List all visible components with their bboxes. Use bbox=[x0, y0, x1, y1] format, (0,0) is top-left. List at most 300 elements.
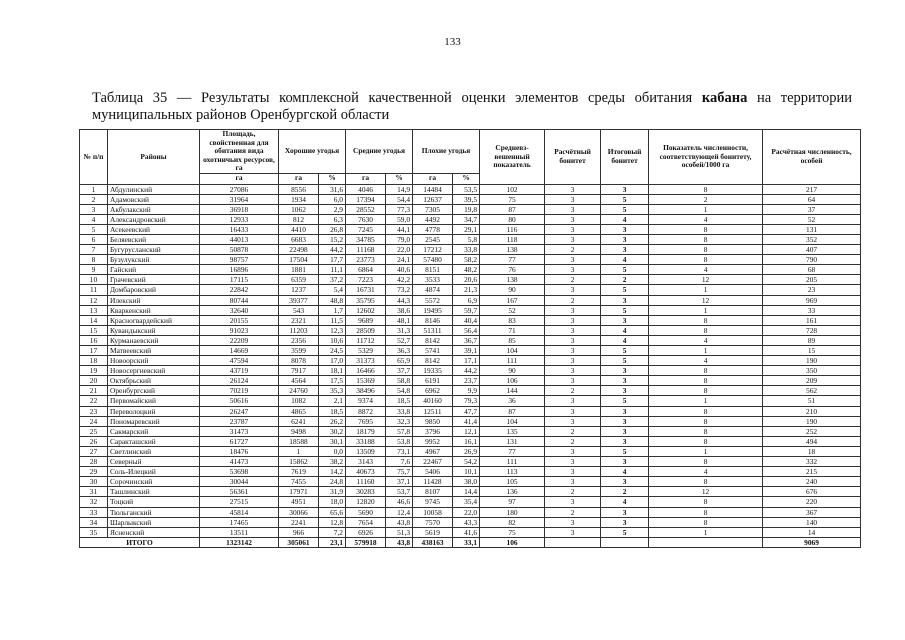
cell-medium-pct: 52,7 bbox=[386, 335, 413, 345]
table-row bbox=[80, 436, 861, 446]
cell-medium-ha: 34785 bbox=[346, 234, 386, 244]
cell-good-ha: 4564 bbox=[279, 376, 319, 386]
cell-district: Асекеевский bbox=[108, 224, 200, 234]
cell-good-pct: 1,7 bbox=[319, 305, 346, 315]
cell-density: 4 bbox=[649, 467, 763, 477]
cell-weighted: 104 bbox=[480, 416, 545, 426]
cell-calc-bonitet: 3 bbox=[545, 234, 601, 244]
cell-good-pct: 6,0 bbox=[319, 194, 346, 204]
habitat-table bbox=[79, 129, 861, 548]
cell-medium-ha: 5329 bbox=[346, 346, 386, 356]
cell-final-bonitet: 5 bbox=[601, 204, 649, 214]
cell-good-ha: 18588 bbox=[279, 436, 319, 446]
table-row bbox=[80, 446, 861, 456]
cell-good-pct: 18,0 bbox=[319, 497, 346, 507]
cell-district: Бугурусланский bbox=[108, 245, 200, 255]
cell-density: 8 bbox=[649, 426, 763, 436]
total-density bbox=[649, 537, 763, 547]
cell-good-ha: 1881 bbox=[279, 265, 319, 275]
cell-area: 18476 bbox=[200, 446, 279, 456]
header-medium: Средние угодья bbox=[346, 130, 413, 174]
cell-good-pct: 15,2 bbox=[319, 234, 346, 244]
cell-poor-pct: 19,8 bbox=[453, 204, 480, 214]
cell-medium-pct: 22,0 bbox=[386, 245, 413, 255]
cell-poor-pct: 14,4 bbox=[453, 487, 480, 497]
cell-calc-bonitet: 3 bbox=[545, 214, 601, 224]
cell-district: Новосергиевский bbox=[108, 366, 200, 376]
table-row bbox=[80, 275, 861, 285]
cell-area: 27086 bbox=[200, 184, 279, 194]
cell-good-pct: 12,3 bbox=[319, 325, 346, 335]
cell-poor-ha: 7305 bbox=[413, 204, 453, 214]
table-row bbox=[80, 346, 861, 356]
cell-district: Кваркенский bbox=[108, 305, 200, 315]
cell-density: 8 bbox=[649, 366, 763, 376]
cell-good-ha: 4410 bbox=[279, 224, 319, 234]
cell-medium-pct: 54,8 bbox=[386, 386, 413, 396]
cell-final-bonitet: 3 bbox=[601, 517, 649, 527]
cell-calc-population: 68 bbox=[763, 265, 861, 275]
cell-num: 16 bbox=[80, 335, 108, 345]
cell-area: 26247 bbox=[200, 406, 279, 416]
table-row bbox=[80, 214, 861, 224]
cell-area: 16896 bbox=[200, 265, 279, 275]
cell-good-pct: 14,2 bbox=[319, 467, 346, 477]
cell-good-ha: 8078 bbox=[279, 356, 319, 366]
cell-density: 8 bbox=[649, 457, 763, 467]
cell-good-ha: 22498 bbox=[279, 245, 319, 255]
cell-good-pct: 48,8 bbox=[319, 295, 346, 305]
cell-poor-pct: 54,2 bbox=[453, 457, 480, 467]
cell-district: Александровский bbox=[108, 214, 200, 224]
cell-good-pct: 65,6 bbox=[319, 507, 346, 517]
cell-medium-ha: 9689 bbox=[346, 315, 386, 325]
total-poor-pct: 33,1 bbox=[453, 537, 480, 547]
cell-weighted: 52 bbox=[480, 305, 545, 315]
table-row bbox=[80, 255, 861, 265]
cell-poor-ha: 8146 bbox=[413, 315, 453, 325]
cell-density: 1 bbox=[649, 204, 763, 214]
cell-calc-bonitet: 3 bbox=[545, 224, 601, 234]
cell-area: 20155 bbox=[200, 315, 279, 325]
cell-poor-ha: 8107 bbox=[413, 487, 453, 497]
cell-final-bonitet: 4 bbox=[601, 335, 649, 345]
cell-num: 34 bbox=[80, 517, 108, 527]
cell-final-bonitet: 3 bbox=[601, 477, 649, 487]
cell-area: 27515 bbox=[200, 497, 279, 507]
cell-poor-pct: 39,1 bbox=[453, 346, 480, 356]
cell-area: 32640 bbox=[200, 305, 279, 315]
cell-poor-ha: 4967 bbox=[413, 446, 453, 456]
cell-poor-ha: 9850 bbox=[413, 416, 453, 426]
cell-calc-bonitet: 3 bbox=[545, 356, 601, 366]
cell-poor-pct: 36,7 bbox=[453, 335, 480, 345]
cell-district: Илекский bbox=[108, 295, 200, 305]
cell-district: Саракташский bbox=[108, 436, 200, 446]
table-row bbox=[80, 204, 861, 214]
cell-final-bonitet: 3 bbox=[601, 234, 649, 244]
cell-good-pct: 26,8 bbox=[319, 224, 346, 234]
cell-density: 8 bbox=[649, 507, 763, 517]
cell-num: 24 bbox=[80, 416, 108, 426]
cell-weighted: 75 bbox=[480, 194, 545, 204]
cell-poor-pct: 33,8 bbox=[453, 245, 480, 255]
table-row bbox=[80, 315, 861, 325]
cell-poor-ha: 5619 bbox=[413, 527, 453, 537]
cell-calc-population: 220 bbox=[763, 497, 861, 507]
table-row bbox=[80, 497, 861, 507]
cell-poor-pct: 26,9 bbox=[453, 446, 480, 456]
cell-density: 8 bbox=[649, 245, 763, 255]
table-caption bbox=[92, 90, 852, 124]
cell-calc-bonitet: 2 bbox=[545, 386, 601, 396]
cell-medium-ha: 40673 bbox=[346, 467, 386, 477]
cell-final-bonitet: 5 bbox=[601, 346, 649, 356]
table-row bbox=[80, 406, 861, 416]
cell-poor-ha: 57480 bbox=[413, 255, 453, 265]
cell-final-bonitet: 5 bbox=[601, 396, 649, 406]
header-area: Площадь, свойственная для обитания вида охотничьих ресурсов, га bbox=[200, 130, 279, 174]
cell-district: Матвеевский bbox=[108, 346, 200, 356]
cell-good-ha: 15862 bbox=[279, 457, 319, 467]
cell-num: 10 bbox=[80, 275, 108, 285]
cell-final-bonitet: 3 bbox=[601, 426, 649, 436]
cell-density: 1 bbox=[649, 285, 763, 295]
cell-medium-pct: 77,3 bbox=[386, 204, 413, 214]
cell-weighted: 85 bbox=[480, 335, 545, 345]
cell-calc-bonitet: 2 bbox=[545, 295, 601, 305]
cell-calc-bonitet: 3 bbox=[545, 396, 601, 406]
table-row bbox=[80, 335, 861, 345]
header-poor: Плохие угодья bbox=[413, 130, 480, 174]
header-final-bonitet: Итоговый бонитет bbox=[601, 130, 649, 185]
cell-district: Абдулинский bbox=[108, 184, 200, 194]
cell-calc-population: 190 bbox=[763, 416, 861, 426]
cell-weighted: 97 bbox=[480, 497, 545, 507]
cell-final-bonitet: 5 bbox=[601, 285, 649, 295]
cell-medium-ha: 28509 bbox=[346, 325, 386, 335]
cell-medium-ha: 7654 bbox=[346, 517, 386, 527]
cell-poor-pct: 10,1 bbox=[453, 467, 480, 477]
cell-final-bonitet: 4 bbox=[601, 255, 649, 265]
cell-density: 1 bbox=[649, 305, 763, 315]
cell-weighted: 105 bbox=[480, 477, 545, 487]
cell-district: Сакмарский bbox=[108, 426, 200, 436]
cell-final-bonitet: 5 bbox=[601, 356, 649, 366]
cell-medium-pct: 31,3 bbox=[386, 325, 413, 335]
cell-calc-bonitet: 3 bbox=[545, 184, 601, 194]
cell-calc-bonitet: 3 bbox=[545, 497, 601, 507]
cell-district: Ясненский bbox=[108, 527, 200, 537]
cell-num: 35 bbox=[80, 527, 108, 537]
cell-district: Гайский bbox=[108, 265, 200, 275]
cell-medium-ha: 15369 bbox=[346, 376, 386, 386]
cell-poor-pct: 41,4 bbox=[453, 416, 480, 426]
cell-final-bonitet: 3 bbox=[601, 386, 649, 396]
cell-density: 8 bbox=[649, 477, 763, 487]
cell-good-pct: 5,4 bbox=[319, 285, 346, 295]
cell-district: Домбаровский bbox=[108, 285, 200, 295]
cell-poor-pct: 16,1 bbox=[453, 436, 480, 446]
cell-good-pct: 10,6 bbox=[319, 335, 346, 345]
cell-density: 8 bbox=[649, 416, 763, 426]
page-number: 133 bbox=[444, 36, 461, 48]
cell-medium-pct: 18,5 bbox=[386, 396, 413, 406]
cell-num: 29 bbox=[80, 467, 108, 477]
cell-weighted: 90 bbox=[480, 366, 545, 376]
cell-calc-population: 790 bbox=[763, 255, 861, 265]
cell-poor-pct: 17,1 bbox=[453, 356, 480, 366]
cell-medium-ha: 16466 bbox=[346, 366, 386, 376]
cell-medium-pct: 12,4 bbox=[386, 507, 413, 517]
caption-suffix: на территории муниципальных районов Оренбургской области bbox=[92, 90, 852, 123]
cell-poor-pct: 20,6 bbox=[453, 275, 480, 285]
cell-district: Курманаевский bbox=[108, 335, 200, 345]
total-area: 1323142 bbox=[200, 537, 279, 547]
cell-area: 91023 bbox=[200, 325, 279, 335]
cell-district: Тоцкий bbox=[108, 497, 200, 507]
cell-district: Северный bbox=[108, 457, 200, 467]
cell-area: 17465 bbox=[200, 517, 279, 527]
cell-final-bonitet: 3 bbox=[601, 376, 649, 386]
subheader-area-ha: га bbox=[200, 173, 279, 184]
cell-calc-population: 562 bbox=[763, 386, 861, 396]
cell-poor-ha: 4492 bbox=[413, 214, 453, 224]
cell-good-ha: 24760 bbox=[279, 386, 319, 396]
cell-area: 47594 bbox=[200, 356, 279, 366]
cell-good-ha: 2356 bbox=[279, 335, 319, 345]
cell-good-ha: 17971 bbox=[279, 487, 319, 497]
cell-medium-ha: 12820 bbox=[346, 497, 386, 507]
subheader-poor-ha: га bbox=[413, 173, 453, 184]
cell-medium-pct: 53,8 bbox=[386, 436, 413, 446]
cell-num: 5 bbox=[80, 224, 108, 234]
cell-calc-bonitet: 3 bbox=[545, 204, 601, 214]
header-good: Хорошие угодья bbox=[279, 130, 346, 174]
table-row bbox=[80, 295, 861, 305]
cell-calc-bonitet: 2 bbox=[545, 436, 601, 446]
cell-density: 12 bbox=[649, 487, 763, 497]
cell-calc-bonitet: 3 bbox=[545, 366, 601, 376]
cell-district: Грачевский bbox=[108, 275, 200, 285]
cell-weighted: 111 bbox=[480, 457, 545, 467]
cell-calc-bonitet: 3 bbox=[545, 517, 601, 527]
cell-good-pct: 2,1 bbox=[319, 396, 346, 406]
cell-good-pct: 12,8 bbox=[319, 517, 346, 527]
cell-good-pct: 11,5 bbox=[319, 315, 346, 325]
cell-weighted: 138 bbox=[480, 275, 545, 285]
cell-num: 2 bbox=[80, 194, 108, 204]
cell-calc-population: 64 bbox=[763, 194, 861, 204]
subheader-medium-ha: га bbox=[346, 173, 386, 184]
cell-calc-bonitet: 3 bbox=[545, 446, 601, 456]
cell-num: 8 bbox=[80, 255, 108, 265]
cell-final-bonitet: 2 bbox=[601, 487, 649, 497]
cell-area: 61727 bbox=[200, 436, 279, 446]
cell-weighted: 138 bbox=[480, 245, 545, 255]
cell-final-bonitet: 4 bbox=[601, 467, 649, 477]
cell-good-pct: 6,3 bbox=[319, 214, 346, 224]
cell-area: 22209 bbox=[200, 335, 279, 345]
cell-density: 8 bbox=[649, 497, 763, 507]
cell-density: 8 bbox=[649, 224, 763, 234]
cell-density: 12 bbox=[649, 295, 763, 305]
cell-calc-bonitet: 3 bbox=[545, 265, 601, 275]
cell-medium-pct: 53,7 bbox=[386, 487, 413, 497]
cell-medium-pct: 65,9 bbox=[386, 356, 413, 366]
cell-poor-ha: 6962 bbox=[413, 386, 453, 396]
cell-medium-pct: 58,8 bbox=[386, 376, 413, 386]
cell-weighted: 136 bbox=[480, 487, 545, 497]
cell-weighted: 144 bbox=[480, 386, 545, 396]
cell-weighted: 167 bbox=[480, 295, 545, 305]
cell-calc-bonitet: 3 bbox=[545, 346, 601, 356]
cell-poor-ha: 8142 bbox=[413, 356, 453, 366]
cell-good-pct: 24,5 bbox=[319, 346, 346, 356]
cell-medium-ha: 7630 bbox=[346, 214, 386, 224]
cell-calc-bonitet: 3 bbox=[545, 376, 601, 386]
cell-district: Пономаревский bbox=[108, 416, 200, 426]
table-row bbox=[80, 194, 861, 204]
cell-calc-population: 205 bbox=[763, 275, 861, 285]
cell-calc-bonitet: 3 bbox=[545, 194, 601, 204]
cell-density: 8 bbox=[649, 184, 763, 194]
cell-weighted: 116 bbox=[480, 224, 545, 234]
cell-medium-pct: 14,9 bbox=[386, 184, 413, 194]
cell-weighted: 135 bbox=[480, 426, 545, 436]
cell-medium-ha: 7223 bbox=[346, 275, 386, 285]
cell-medium-ha: 35795 bbox=[346, 295, 386, 305]
cell-district: Соль-Илецкий bbox=[108, 467, 200, 477]
cell-district: Красногвардейский bbox=[108, 315, 200, 325]
cell-poor-ha: 14484 bbox=[413, 184, 453, 194]
cell-medium-pct: 38,6 bbox=[386, 305, 413, 315]
table-row bbox=[80, 507, 861, 517]
cell-medium-pct: 33,8 bbox=[386, 406, 413, 416]
cell-area: 56361 bbox=[200, 487, 279, 497]
cell-area: 22842 bbox=[200, 285, 279, 295]
cell-poor-ha: 8151 bbox=[413, 265, 453, 275]
cell-medium-pct: 73,1 bbox=[386, 446, 413, 456]
cell-weighted: 76 bbox=[480, 265, 545, 275]
cell-medium-ha: 7245 bbox=[346, 224, 386, 234]
cell-medium-pct: 37,1 bbox=[386, 477, 413, 487]
total-medium-pct: 43,8 bbox=[386, 537, 413, 547]
cell-medium-pct: 40,6 bbox=[386, 265, 413, 275]
cell-final-bonitet: 2 bbox=[601, 275, 649, 285]
cell-good-ha: 6241 bbox=[279, 416, 319, 426]
cell-num: 6 bbox=[80, 234, 108, 244]
cell-calc-population: 969 bbox=[763, 295, 861, 305]
total-row bbox=[80, 537, 861, 547]
cell-poor-ha: 3533 bbox=[413, 275, 453, 285]
header-density: Показатель численности, соответствующей бонитету, особей/1000 га bbox=[649, 130, 763, 185]
caption-prefix: Таблица 35 — Результаты комплексной качественной оценки элементов среды обитания bbox=[92, 90, 702, 106]
cell-good-pct: 18,5 bbox=[319, 406, 346, 416]
cell-area: 30044 bbox=[200, 477, 279, 487]
cell-poor-pct: 58,2 bbox=[453, 255, 480, 265]
cell-good-pct: 7,2 bbox=[319, 527, 346, 537]
cell-final-bonitet: 3 bbox=[601, 315, 649, 325]
cell-medium-pct: 79,0 bbox=[386, 234, 413, 244]
cell-poor-pct: 6,9 bbox=[453, 295, 480, 305]
cell-good-ha: 9498 bbox=[279, 426, 319, 436]
total-medium-ha: 579918 bbox=[346, 537, 386, 547]
cell-num: 27 bbox=[80, 446, 108, 456]
cell-medium-pct: 46,6 bbox=[386, 497, 413, 507]
cell-medium-ha: 4046 bbox=[346, 184, 386, 194]
cell-medium-ha: 11712 bbox=[346, 335, 386, 345]
cell-weighted: 77 bbox=[480, 255, 545, 265]
subheader-medium-pct: % bbox=[386, 173, 413, 184]
cell-calc-population: 161 bbox=[763, 315, 861, 325]
cell-final-bonitet: 4 bbox=[601, 325, 649, 335]
cell-calc-population: 37 bbox=[763, 204, 861, 214]
cell-medium-ha: 18179 bbox=[346, 426, 386, 436]
cell-num: 20 bbox=[80, 376, 108, 386]
cell-calc-population: 14 bbox=[763, 527, 861, 537]
cell-poor-ha: 17212 bbox=[413, 245, 453, 255]
cell-medium-pct: 51,3 bbox=[386, 527, 413, 537]
cell-good-pct: 30,1 bbox=[319, 436, 346, 446]
cell-good-ha: 3599 bbox=[279, 346, 319, 356]
cell-weighted: 77 bbox=[480, 446, 545, 456]
cell-calc-population: 217 bbox=[763, 184, 861, 194]
cell-medium-ha: 13509 bbox=[346, 446, 386, 456]
cell-district: Октябрьский bbox=[108, 376, 200, 386]
table-row bbox=[80, 305, 861, 315]
cell-good-pct: 11,1 bbox=[319, 265, 346, 275]
cell-area: 13511 bbox=[200, 527, 279, 537]
cell-calc-bonitet: 3 bbox=[545, 406, 601, 416]
cell-good-pct: 38,2 bbox=[319, 457, 346, 467]
table-row bbox=[80, 265, 861, 275]
cell-medium-ha: 12602 bbox=[346, 305, 386, 315]
cell-good-ha: 7455 bbox=[279, 477, 319, 487]
cell-poor-pct: 12,1 bbox=[453, 426, 480, 436]
cell-weighted: 104 bbox=[480, 346, 545, 356]
cell-num: 4 bbox=[80, 214, 108, 224]
cell-good-pct: 17,0 bbox=[319, 356, 346, 366]
cell-poor-ha: 5406 bbox=[413, 467, 453, 477]
cell-poor-pct: 21,3 bbox=[453, 285, 480, 295]
cell-medium-ha: 28552 bbox=[346, 204, 386, 214]
cell-poor-ha: 2545 bbox=[413, 234, 453, 244]
cell-good-ha: 7619 bbox=[279, 467, 319, 477]
cell-num: 3 bbox=[80, 204, 108, 214]
cell-medium-ha: 17394 bbox=[346, 194, 386, 204]
cell-calc-population: 209 bbox=[763, 376, 861, 386]
cell-calc-population: 494 bbox=[763, 436, 861, 446]
cell-weighted: 75 bbox=[480, 527, 545, 537]
cell-final-bonitet: 4 bbox=[601, 214, 649, 224]
cell-poor-pct: 44,2 bbox=[453, 366, 480, 376]
cell-poor-pct: 38,0 bbox=[453, 477, 480, 487]
cell-weighted: 106 bbox=[480, 376, 545, 386]
cell-good-ha: 4951 bbox=[279, 497, 319, 507]
cell-num: 12 bbox=[80, 295, 108, 305]
cell-calc-population: 352 bbox=[763, 234, 861, 244]
cell-density: 8 bbox=[649, 386, 763, 396]
cell-medium-pct: 7,6 bbox=[386, 457, 413, 467]
table-row bbox=[80, 416, 861, 426]
cell-density: 8 bbox=[649, 517, 763, 527]
cell-poor-pct: 41,6 bbox=[453, 527, 480, 537]
cell-poor-pct: 59,7 bbox=[453, 305, 480, 315]
cell-calc-population: 676 bbox=[763, 487, 861, 497]
cell-medium-ha: 16731 bbox=[346, 285, 386, 295]
cell-density: 8 bbox=[649, 376, 763, 386]
